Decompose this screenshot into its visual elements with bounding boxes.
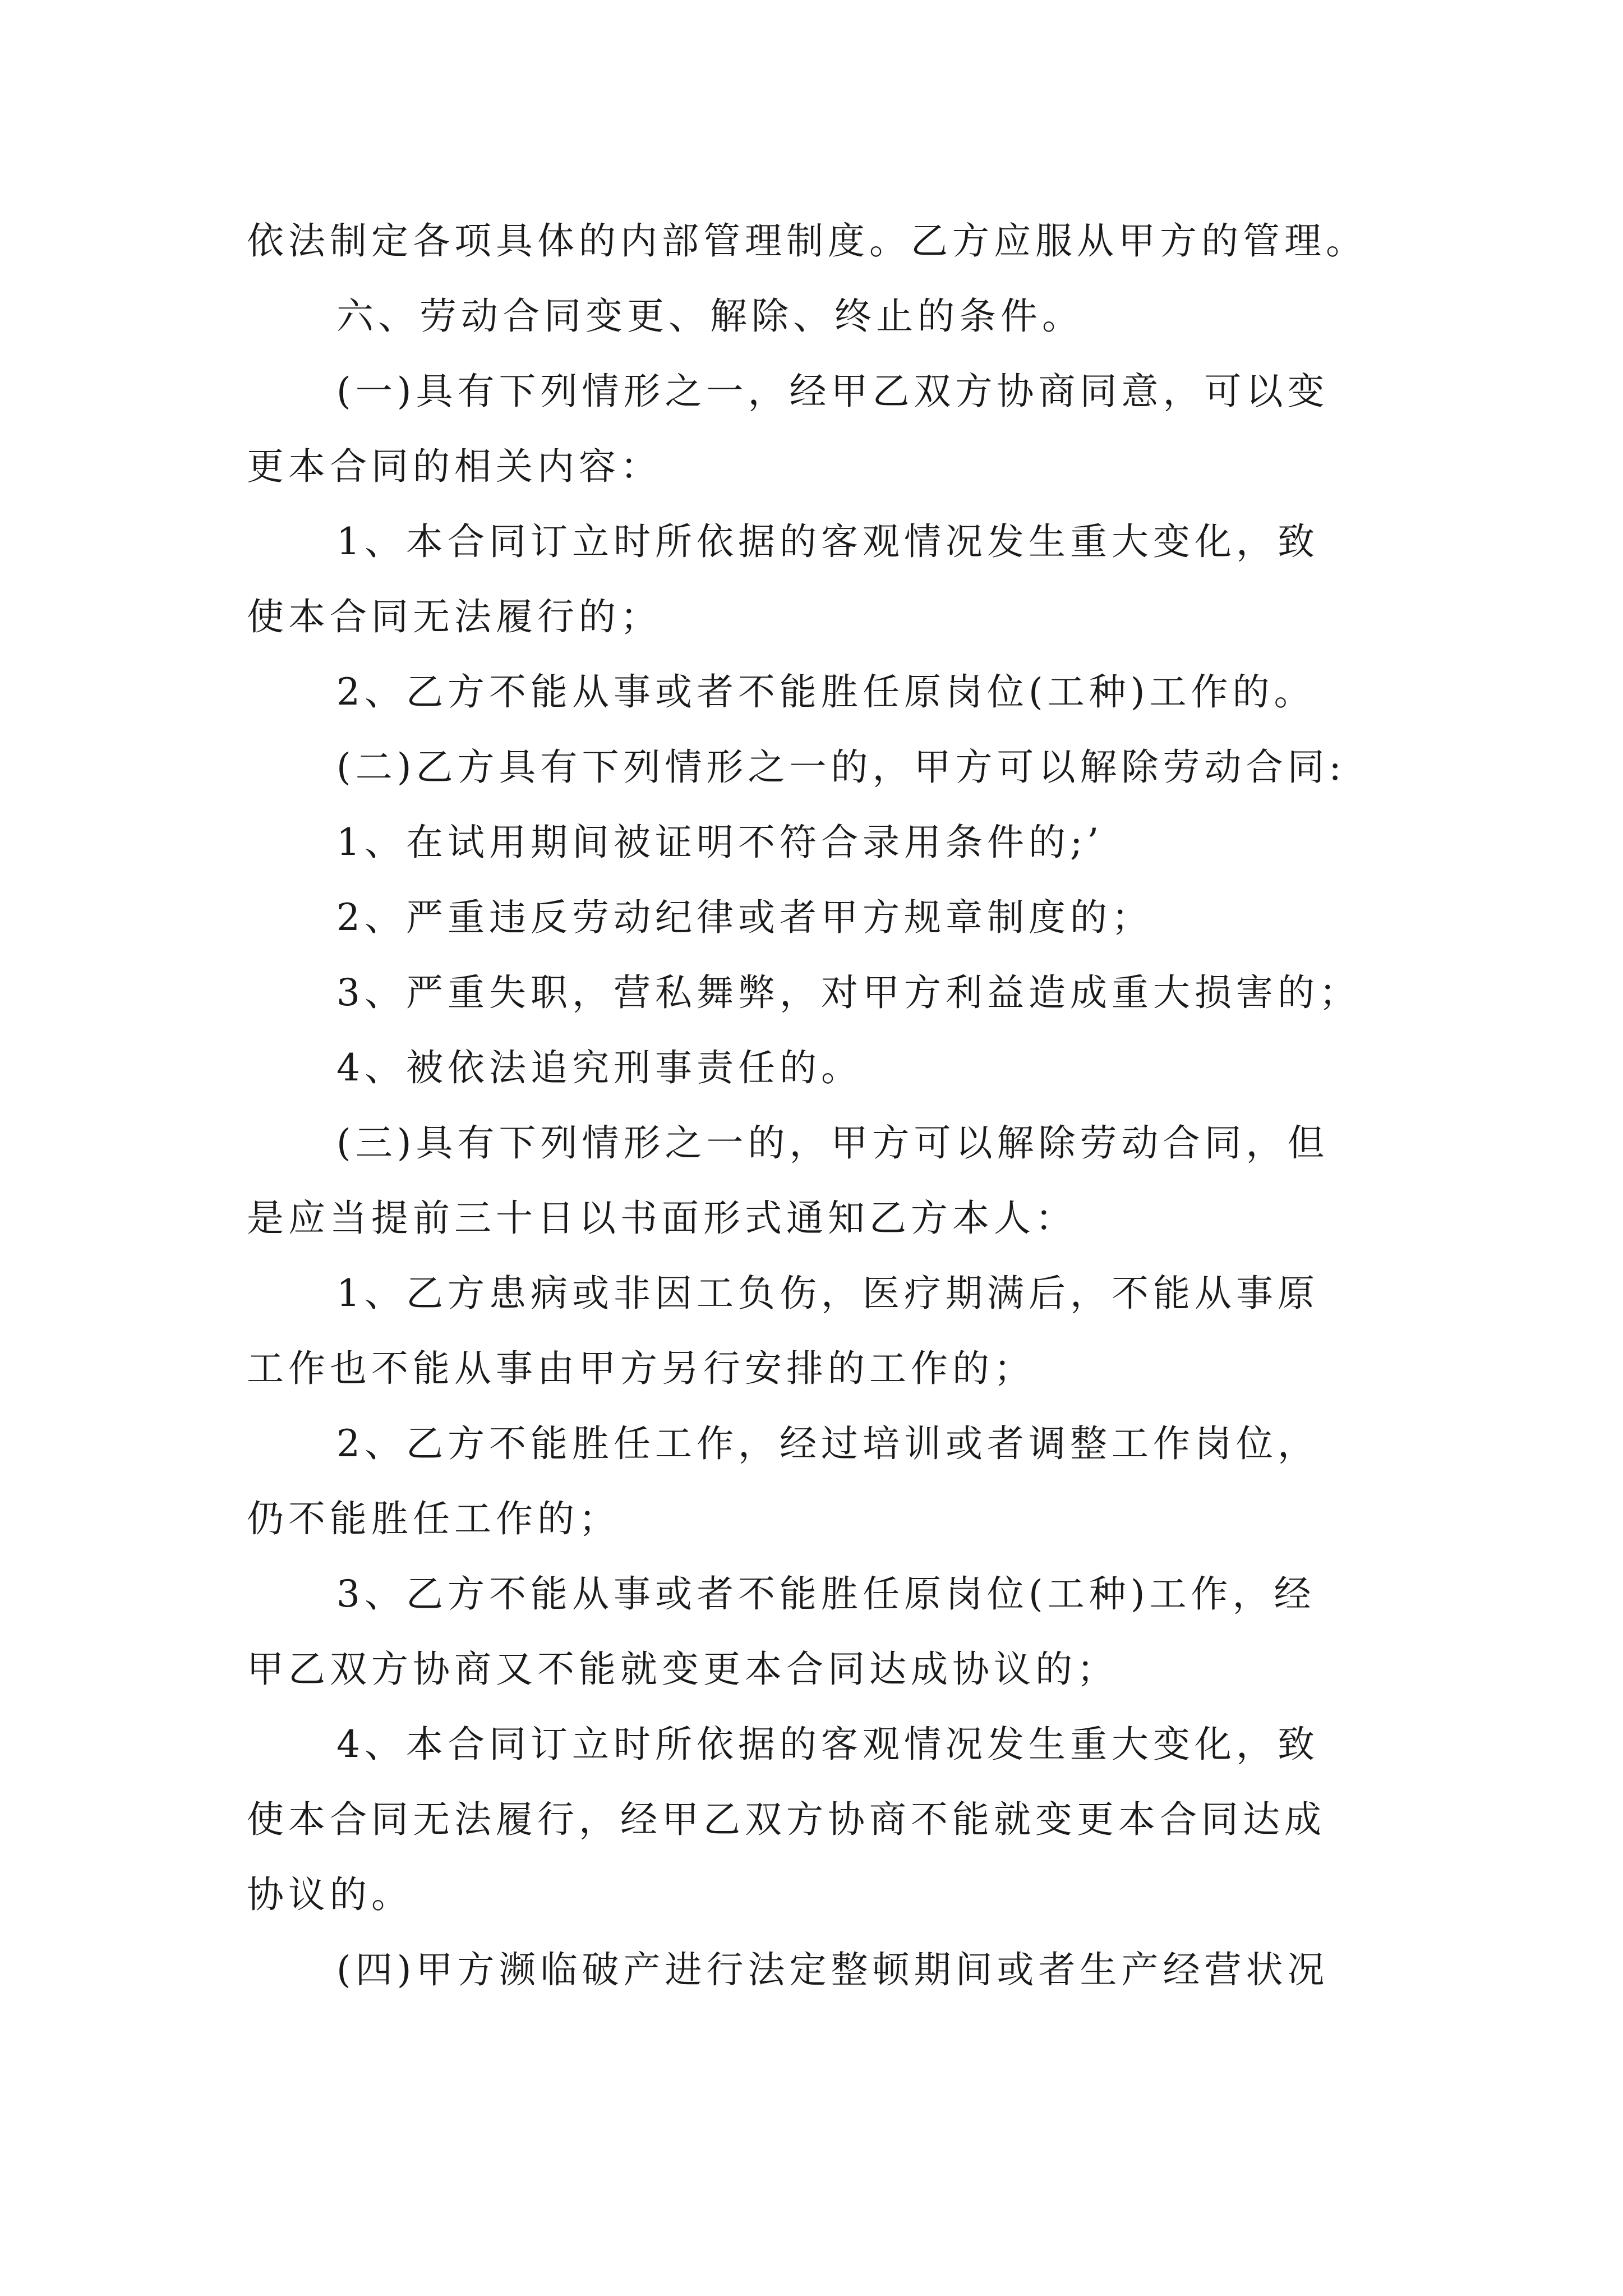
text-line: 工作也不能从事由甲方另行安排的工作的； — [247, 1347, 1035, 1390]
text-line: 依法制定各项具体的内部管理制度。乙方应服从甲方的管理。 — [247, 219, 1367, 263]
section-heading: 六、劳动合同变更、解除、终止的条件。 — [336, 295, 1083, 338]
text-line: 甲乙双方协商又不能就变更本合同达成协议的； — [247, 1648, 1118, 1691]
text-line: 仍不能胜任工作的； — [247, 1497, 620, 1540]
text-line: 2、乙方不能从事或者不能胜任原岗位(工种)工作的。 — [336, 670, 1316, 714]
text-line: 2、严重违反劳动纪律或者甲方规章制度的； — [336, 896, 1153, 939]
text-line: 1、乙方患病或非因工负伤，医疗期满后，不能从事原 — [336, 1272, 1319, 1315]
text-line: 2、乙方不能胜任工作，经过培训或者调整工作岗位， — [336, 1422, 1319, 1465]
text-line: (一)具有下列情形之一，经甲乙双方协商同意，可以变 — [336, 370, 1329, 413]
text-line: 1、在试用期间被证明不符合录用条件的;’ — [336, 821, 1104, 864]
text-line: (四)甲方濒临破产进行法定整顿期间或者生产经营状况 — [336, 1948, 1329, 1991]
text-line: 是应当提前三十日以书面形式通知乙方本人： — [247, 1197, 1077, 1240]
text-line: 协议的。 — [247, 1873, 413, 1916]
text-line: 4、本合同订立时所依据的客观情况发生重大变化，致 — [336, 1723, 1319, 1766]
text-line: 3、严重失职，营私舞弊，对甲方利益造成重大损害的； — [336, 971, 1361, 1014]
text-line: 使本合同无法履行的； — [247, 595, 662, 638]
text-line: (二)乙方具有下列情形之一的，甲方可以解除劳动合同: — [336, 746, 1346, 789]
text-line: (三)具有下列情形之一的，甲方可以解除劳动合同，但 — [336, 1121, 1329, 1165]
text-line: 更本合同的相关内容： — [247, 445, 662, 488]
text-line: 使本合同无法履行，经甲乙双方协商不能就变更本合同达成 — [247, 1798, 1326, 1841]
text-line: 4、被依法追究刑事责任的。 — [336, 1046, 863, 1089]
text-line: 1、本合同订立时所依据的客观情况发生重大变化，致 — [336, 520, 1319, 563]
text-line: 3、乙方不能从事或者不能胜任原岗位(工种)工作，经 — [336, 1572, 1316, 1616]
